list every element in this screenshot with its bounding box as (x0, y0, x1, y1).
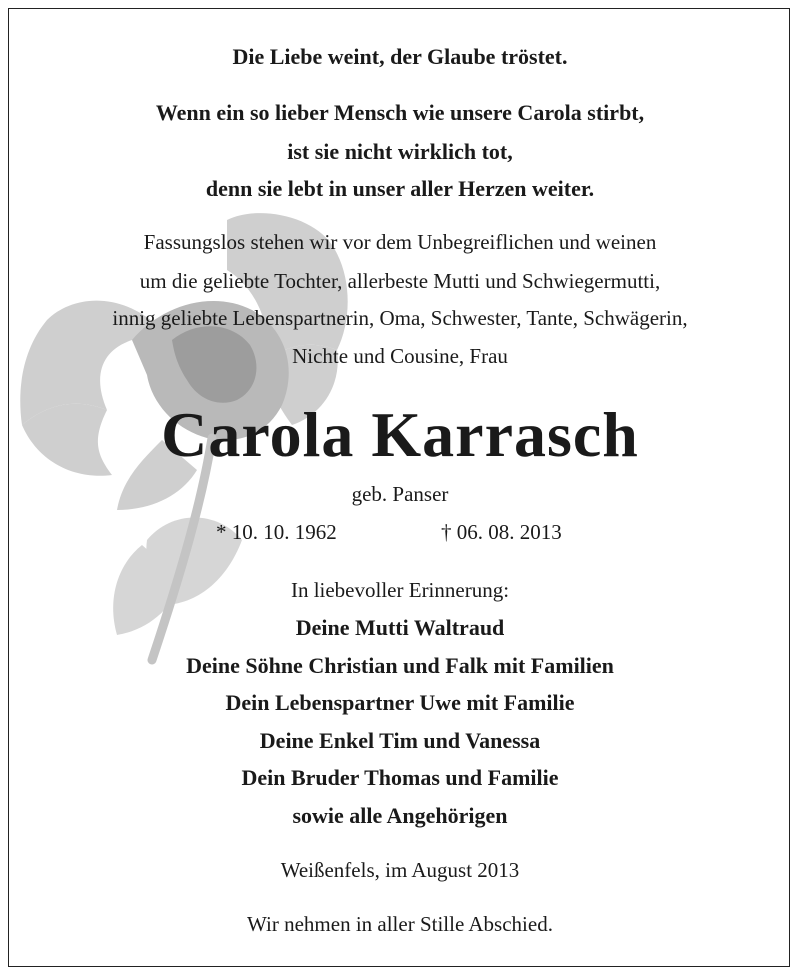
intro-line: innig geliebte Lebenspartnerin, Oma, Schwester, Tante, Schwägerin, (112, 306, 688, 330)
intro-line: Fassungslos stehen wir vor dem Unbegreiflichen und weinen (143, 230, 657, 254)
mourner-line: Deine Mutti Waltraud (295, 615, 505, 640)
memory-intro: In liebevoller Erinnerung: (290, 578, 510, 602)
mourner-line: Deine Söhne Christian und Falk mit Familien (186, 653, 614, 678)
death-date: † 06. 08. 2013 (441, 520, 562, 544)
verse-line: denn sie lebt in unser aller Herzen weiter. (205, 176, 595, 201)
closing-line: Wir nehmen in aller Stille Abschied. (247, 912, 553, 936)
motto-line: Die Liebe weint, der Glaube tröstet. (232, 44, 568, 69)
intro-line: Nichte und Cousine, Frau (292, 344, 508, 368)
place-date: Weißenfels, im August 2013 (280, 858, 520, 882)
intro-line: um die geliebte Tochter, allerbeste Mutti und Schwiegermutti, (139, 269, 661, 293)
mourner-line: sowie alle Angehörigen (292, 803, 508, 828)
mourner-line: Dein Lebenspartner Uwe mit Familie (225, 690, 575, 715)
verse-line: Wenn ein so lieber Mensch wie unsere Carola stirbt, (155, 100, 645, 125)
mourner-line: Dein Bruder Thomas und Familie (241, 765, 559, 790)
mourner-line: Deine Enkel Tim und Vanessa (259, 728, 541, 753)
birth-date: * 10. 10. 1962 (216, 520, 337, 544)
deceased-name: Carola Karrasch (161, 399, 639, 470)
maiden-name: geb. Panser (351, 482, 449, 506)
verse-line: ist sie nicht wirklich tot, (287, 139, 513, 164)
